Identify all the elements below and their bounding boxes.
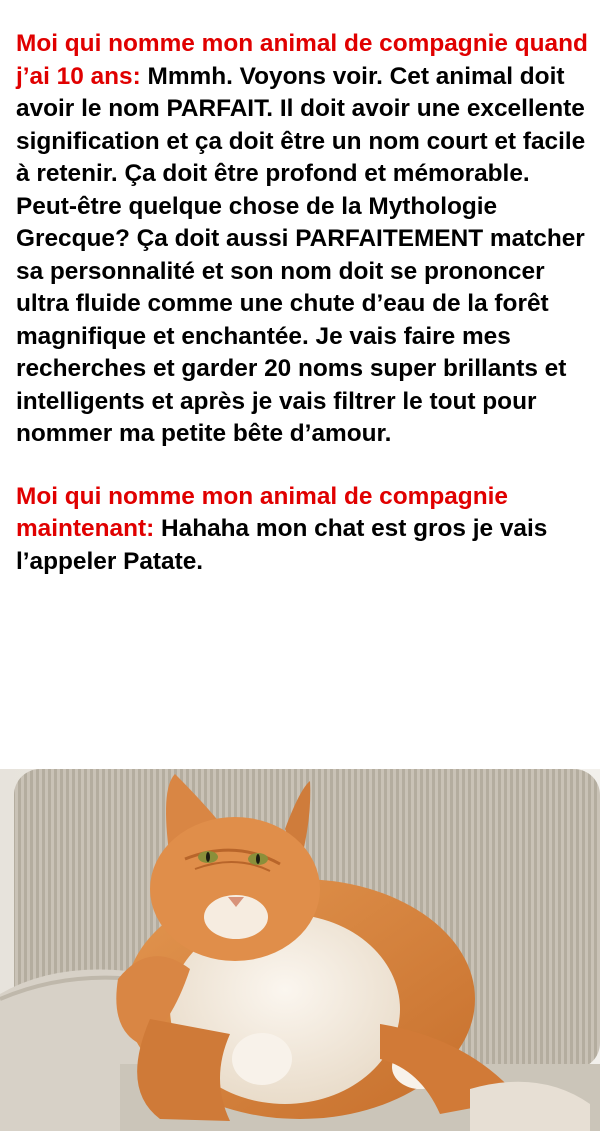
fat-orange-cat-photo (0, 769, 600, 1131)
meme-caption (16, 28, 596, 578)
caption-paragraph-now (16, 481, 596, 579)
caption-text-now: Hahaha mon chat est gros je vais l’appeler Patate. (16, 515, 548, 575)
caption-text-then: Mmmh. Voyons voir. Cet animal doit avoir le nom PARFAIT. Il doit avoir une excellente signification et ça doit être un nom court et facile à retenir. Ça doit être profond et mémorable. Peut-être quelque chose de la Mythologie Grecque? Ça doit aussi PARFAITEMENT matcher sa personnalité et son nom doit se prononcer ultra fluide comme une chute d’eau de la forêt magnifique et enchantée. Je vais faire mes recherches et garder 20 noms super brillants et intelligents et après je vais filtrer le tout pour nommer ma petite bête d’amour. (16, 62, 586, 447)
caption-paragraph-then (16, 28, 596, 451)
caption-lead-then: Moi qui nomme mon animal de compagnie quand j’ai 10 ans: (16, 30, 588, 90)
cat-left-paw (232, 1033, 292, 1085)
caption-lead-now: Moi qui nomme mon animal de compagnie maintenant: (16, 482, 508, 542)
